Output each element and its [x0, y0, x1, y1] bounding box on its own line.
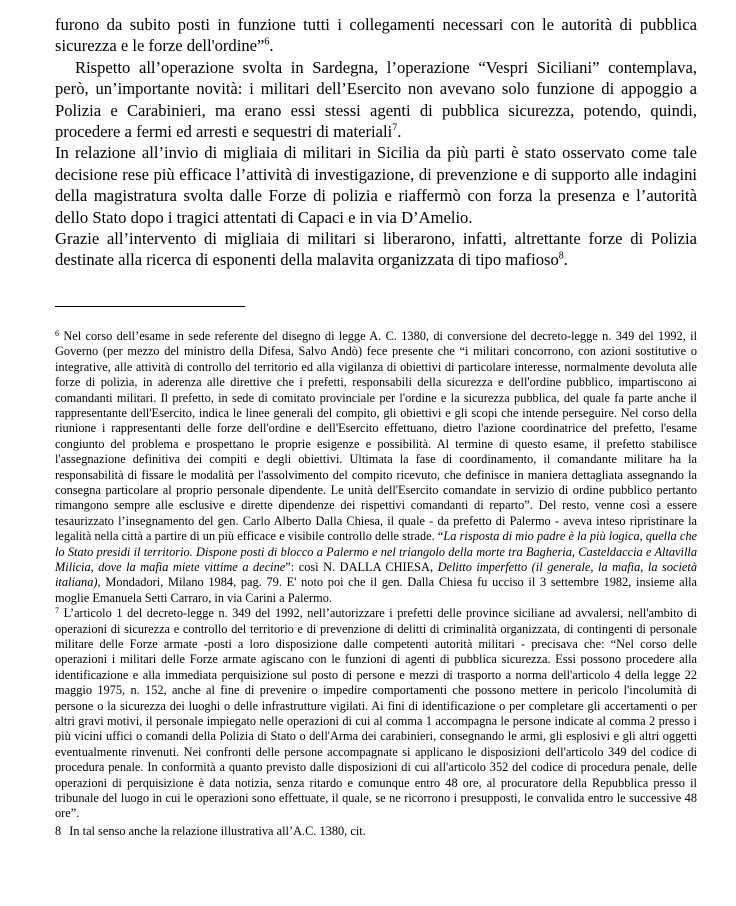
footnote-6: $^6$ Nel corso dell’esame in sede referente del disegno di legge A. C. 1380, di conversione del decreto-legge n. 349 del 1992, il Governo (per mezzo del ministro della Difesa, Salvo Andò) fece presente che “i militari concorrono, con azioni sostitutive o integrative, alle attività di controllo del territorio ed alla vigilanza di obiettivi di particolare interesse, normalmente devoluta alle forze di polizia, in aderenza alle direttive che i prefetti, responsabili della sicurezza e dell'ordine pubblico, impartiscono ai comandanti militari. Il prefetto, in sede di comitato provinciale per l'ordine e la sicurezza pubblica, del quale fa parte anche il rappresentante dell'Esercito, indica le linee generali del compito, gli obiettivi e gli scopi che intende perseguire. Nel corso della riunione i rappresentanti delle forze dell'ordine e dell'Esercito effettuano, dietro l'azione coordinatrice del prefetto, l'esame congiunto del problema e prospettano le proprie esigenze e possibilità. Al termine di questo esame, il prefetto stabilisce l'assegnazione definitiva dei compiti e degli obiettivi. Ultimata la fase di coordinamento, il comandante militare ha la responsabilità di fissare le modalità per l'assolvimento del compito ricevuto, che definisce in maniera dettagliata assegnando la consegna particolare al proprio personale dipendente. Le unità dell'Esercito comandate in servizio di ordine pubblico pertanto rimangono sempre alle esclusive e dirette dipendenze dei rispettivi comandanti di reparto”. Del resto, venne così a essere tesaurizzato l’insegnamento del gen. Carlo Alberto Dalla Chiesa, il quale - da prefetto di Palermo - aveva inteso ripristinare la legalità nella città a partire di un più efficace e visibile controllo delle strade. “La risposta di mio padre è la più logica, quella che lo Stato presidi il territorio. Dispone posti di blocco a Palermo e nel triangolo della morte tra Bagheria, Casteldaccia e Altavilla Milicia, dove la mafia miete vittime a decine”: così N. DALLA CHIESA, Delitto imperfetto (il generale, la mafia, la società italiana), Mondadori, Milano 1984, pag. 79. E' noto poi che il gen. Dalla Chiesa fu ucciso il 3 settembre 1982, insieme alla moglie Emanuela Setti Carraro, in via Carini a Palermo. — [55, 328, 698, 605]
footnote-ref-8[interactable]: 8 — [558, 250, 564, 262]
footnote-ref-7[interactable]: 7 — [392, 122, 398, 134]
footnote-number: 6 — [55, 328, 59, 338]
body-text — [55, 14, 697, 271]
footnotes — [55, 329, 697, 839]
book-title: Delitto imperfetto (il generale, la mafia, la società italiana) — [55, 559, 698, 590]
footnote-quote: La risposta di mio padre è la più logica, quella che lo Stato presidi il territorio. Dispone posti di blocco a Palermo e nel triangolo della morte tra Bagheria, Casteldaccia e Altavilla Milicia, dove la mafia miete vittime a decine — [55, 529, 698, 574]
footnote-separator — [55, 306, 245, 307]
footnote-ref-6[interactable]: 6 — [264, 36, 270, 48]
footnote-7: $^7$ L’articolo 1 del decreto-legge n. 349 del 1992, nell’autorizzare i prefetti delle province siciliane ad avvalersi, nell'ambito di operazioni di sicurezza e controllo del territorio e di prevenzione di delitti di criminalità organizzata, di contingenti di personale militare delle Forze armate -posti a loro disposizione dalle competenti autorità militari - precisava che: “Nel corso delle operazioni i militari delle Forze armate agiscano con le funzioni di agenti di pubblica sicurezza. Essi possono procedere alla identificazione e alla immediata perquisizione sul posto di persone e mezzi di trasporto a norma dell'articolo 4 della legge 22 maggio 1975, n. 152, anche al fine di prevenire o impedire comportamenti che possono mettere in pericolo l'incolumità di persone o la sicurezza dei luoghi o delle infrastrutture vigilati. Ai fini di identificazione o per completare gli accertamenti o per altri gravi motivi, il personale impiegato nelle operazioni di cui al comma 1 accompagna le persone indicate al comma 2 presso i più vicini uffici o comandi della Polizia di Stato o dell'Arma dei carabinieri, consegnando le armi, gli esplosivi e gli altri oggetti eventualmente rinvenuti. Nei confronti delle persone accompagnate si applicano le disposizioni dell'articolo 349 del codice di procedura penale. In conformità a quanto previsto dalle disposizioni di cui all'articolo 352 del codice di procedura penale, delle operazioni di perquisizione è data notizia, senza ritardo e comunque entro 48 ore, al procuratore della Repubblica presso il tribunale del luogo in cui le operazioni sono effettuate, il quale, se ne ricorrono i presupposti, le convalida entro le successive 48 ore”. — [55, 606, 697, 821]
paragraph-3: In relazione all’invio di migliaia di militari in Sicilia da più parti è stato osservato come tale decisione rese più efficace l’attività di investigazione, di prevenzione e di supporto alle indagini della magistratura svolta dalle Forze di polizia e riaffermò con forza la presenza e l’autorità dello Stato dopo i tragici attentati di Capaci e in via D’Amelio. — [55, 143, 697, 227]
footnote-8: 8 In tal senso anche la relazione illustrativa all’A.C. 1380, cit. — [55, 823, 366, 838]
paragraph-2: Rispetto all’operazione svolta in Sardegna, l’operazione “Vespri Siciliani” contemplava, però, un’importante novità: i militari dell’Esercito non avevano solo funzione di appoggio a Polizia e Carabinieri, ma erano essi stessi agenti di pubblica sicurezza, potendo, quindi, procedere a fermi ed arresti e sequestri di materiali$^7$. — [55, 57, 697, 142]
footnote-number: 8 — [55, 823, 62, 838]
paragraph-1: furono da subito posti in funzione tutti i collegamenti necessari con le autorità di pubblica sicurezza e le forze dell'ordine”$^6$. — [55, 15, 697, 56]
footnote-number: 7 — [55, 606, 59, 616]
document-page — [55, 14, 697, 839]
paragraph-4: Grazie all’intervento di migliaia di militari si liberarono, infatti, altrettante forze di Polizia destinate alla ricerca di esponenti della malavita organizzata di tipo mafioso$^8$. — [55, 229, 697, 270]
